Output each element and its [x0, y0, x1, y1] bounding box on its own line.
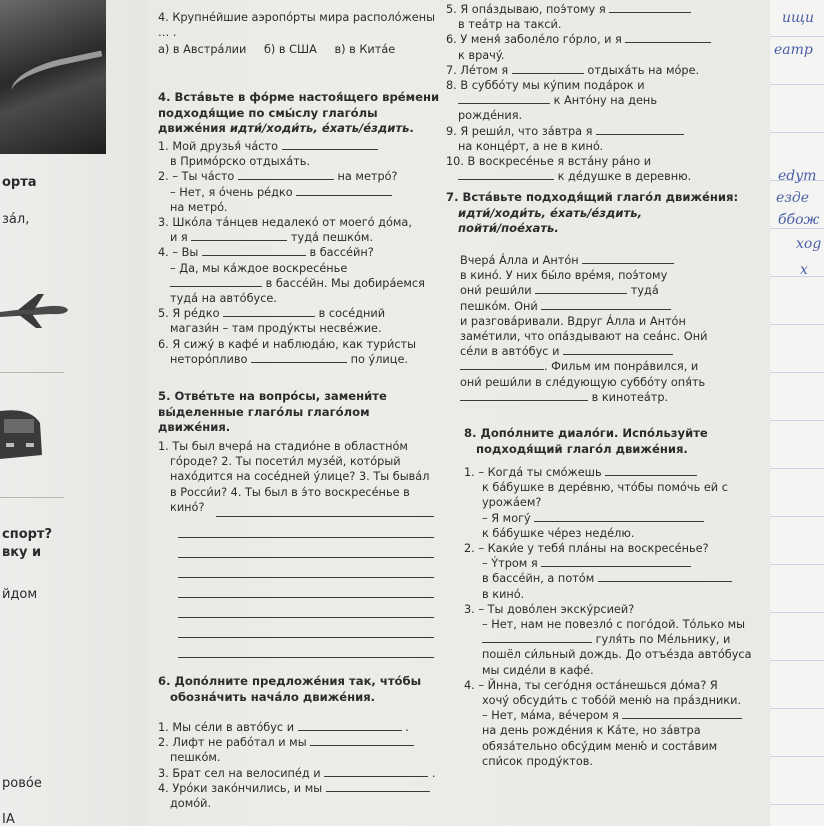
answer-line[interactable] [178, 597, 434, 598]
answer-blank[interactable] [251, 352, 347, 363]
highway-photo [0, 0, 106, 154]
answer-blank[interactable] [310, 735, 414, 746]
answer-line[interactable] [178, 557, 434, 558]
exercise-7-title: 7. Встáвьте подходя́щий глагóл движéния: идти́/ходи́ть, éхать/éздить, пойти́/поéхать. [446, 190, 739, 235]
exercise-4-q4 [158, 10, 440, 58]
answer-line[interactable] [178, 537, 434, 538]
question-text: 4. Крупнéйшие аэропóрты мира располóжены [158, 11, 436, 24]
answer-blank[interactable] [191, 230, 287, 241]
airplane-icon [0, 290, 70, 330]
answer-blank[interactable] [460, 359, 544, 370]
notebook-margin [770, 0, 824, 826]
sidebar-column [0, 0, 148, 826]
answer-line[interactable] [178, 637, 434, 638]
exercise-4-continued: 5. Я опáздываю, поэ́тому я в теáтр на такси́. 6. У меня́ заболéло гóрло, и я к врачý. 7. Лéтом я отдыхáть на мóре. 8. В суббóту мы кýпим подáрок и к Антóну на день рождéния. 9. Я реши́л, что зáвтра я на концéрт, а не в кинó. 10. В воскресéнье я встáну рáно и к дéдушке в деревню. [446, 2, 764, 184]
right-column [446, 0, 764, 826]
handwriting: eamp [774, 42, 813, 58]
answer-blank[interactable] [170, 276, 262, 287]
train-icon [0, 405, 44, 461]
exercise-6-items: 1. Мы сéли в автóбус и . 2. Лифт не рабóтал и мы пешкóм. 3. Брат сел на велосипéд и . 4. Урóки закóнчились, и мы домóй. [158, 721, 436, 811]
answer-blank[interactable] [282, 139, 378, 150]
exercise-4-title: 4. Встáвьте в фóрме настоя́щего врéмени подходя́щие по смы́слу глагóлы движéния идти́/ходи́ть, éхать/éздить. [158, 90, 440, 135]
answer-blank[interactable] [460, 390, 588, 401]
answer-blank[interactable] [563, 344, 673, 355]
answer-blank[interactable] [326, 781, 430, 792]
sidebar-divider [0, 497, 64, 498]
handwriting: хоg [796, 236, 822, 252]
exercise-6-title: 6. Допóлните предложéния так, чтóбы обознáчить начáло движéния. [158, 674, 422, 704]
answer-blank[interactable] [512, 63, 584, 74]
answer-blank[interactable] [238, 169, 334, 180]
answer-blank[interactable] [541, 299, 671, 310]
answer-blank[interactable] [582, 253, 674, 264]
sidebar-word: спорт? [2, 527, 53, 542]
exercise-8-title: 8. Допóлните диалóги. Испóльзуйте подходя́щий глагóл движéния. [464, 426, 708, 456]
answer-blank[interactable] [609, 2, 691, 13]
answer-blank[interactable] [223, 306, 315, 317]
sidebar-word: зáл, [2, 212, 30, 227]
answer-blank[interactable] [202, 245, 306, 256]
handwriting: ббож [778, 212, 820, 228]
answer-line[interactable] [178, 657, 434, 658]
answer-blank[interactable] [605, 465, 697, 476]
sidebar-divider [0, 372, 64, 373]
exercise-4-items: 1. Мой друзья́ чáсто в Примóрско отдыхáть. 2. – Ты чáсто на метрó? – Нет, я óчень рéдко на метрó. 3. Шкóла тáнцев недалекó от моегó дóма, и я тудá пешкóм. 4. – Вы в бассéйн? – Да, мы кáждое воскресéнье в бассéйн. Мы добирáемся тудá на автóбусе. 5. Я рéдко в сосéдний магази́н – там продýкты несвéжие. 6. Я сижý в кафé и наблюдáю, как тури́сты неторóпливо по ýлице. [158, 140, 425, 366]
exercise-5-title: 5. Отвéтьте на вопрóсы, замени́те вы́деленные глагóлы глагóлом движéния. [158, 389, 387, 434]
answer-options [158, 42, 440, 57]
exercise-7-text: Вчерá Áлла и Антóн в кинó. У них бы́ло врéмя, поэ́тому они́ реши́ли тудá пешкóм. Они́ и разговáривали. Вдруг Áлла и Антóн замéтили, что опáздывают на сеáнс. Они́ сéли в автóбус и . Фильм им понрáвился, и они́ реши́ли в слéдующую суббóту опя́ть в кинотеáтр. [460, 254, 708, 404]
left-column [158, 0, 440, 826]
answer-blank[interactable] [458, 93, 550, 104]
sidebar-word: ровóе [2, 776, 42, 791]
option-b[interactable]: б) в США [263, 43, 317, 57]
handwriting: eзде [776, 190, 810, 206]
handwriting: x [800, 262, 808, 278]
option-a[interactable]: а) в Австрáлии [158, 43, 247, 57]
sidebar-word: йдом [2, 587, 38, 602]
sidebar-word: орта [2, 175, 37, 190]
answer-line[interactable] [216, 516, 434, 517]
answer-blank[interactable] [298, 720, 402, 731]
handwriting: edym [778, 168, 817, 184]
answer-blank[interactable] [598, 571, 732, 582]
sidebar-word: IA [2, 812, 15, 826]
answer-blank[interactable] [622, 708, 742, 719]
answer-line[interactable] [178, 577, 434, 578]
answer-blank[interactable] [458, 169, 554, 180]
exercise-5-text: 1. Ты был вчерá на стадиóне в областнóм гóроде? 2. Ты посети́л музéй, котóрый нахóдится на сосéдней ýлице? 3. Ты бывáл в Росси́и? 4. Ты был в э́то воскресéнье в кинó? [158, 440, 430, 514]
answer-blank[interactable] [625, 32, 711, 43]
handwriting: ищи [782, 10, 815, 26]
answer-blank[interactable] [534, 511, 704, 522]
answer-blank[interactable] [296, 185, 392, 196]
answer-blank[interactable] [541, 556, 691, 567]
exercise-8-dialogues: 1. – Когдá ты смóжешь к бáбушке в дерéвню, чтóбы помóчь ей с урожáем? – Я могý к бáбушке чéрез недéлю. 2. – Каки́е у тебя́ плáны на воскресéнье? – Ýтром я в бассéйн, а потóм в кинó. 3. – Ты довóлен экскýрсией? – Нет, нам не повезлó с погóдой. Тóлько мы гуля́ть по Мéльнику, и пошёл си́льный дождь. До отъéзда автóбуса мы сидéли в кафé. 4. – Йнна, ты сегóдня остáнешься дóма? Я хочý обсуди́ть с тобóй меню́ на прáздники. – Нет, мáма, вéчером я на день рождéния к Кáте, но зáвтра обязáтельно обсýдим меню́ и состáвим спи́сок продýктов. [464, 466, 752, 768]
answer-blank[interactable] [482, 632, 592, 643]
answer-blank[interactable] [535, 283, 627, 294]
answer-line[interactable] [178, 617, 434, 618]
answer-blank[interactable] [596, 124, 684, 135]
question-text: … . [158, 26, 177, 40]
answer-blank[interactable] [324, 766, 428, 777]
sidebar-word: вку и [2, 545, 42, 560]
option-c[interactable]: в) в Китáе [334, 43, 396, 57]
